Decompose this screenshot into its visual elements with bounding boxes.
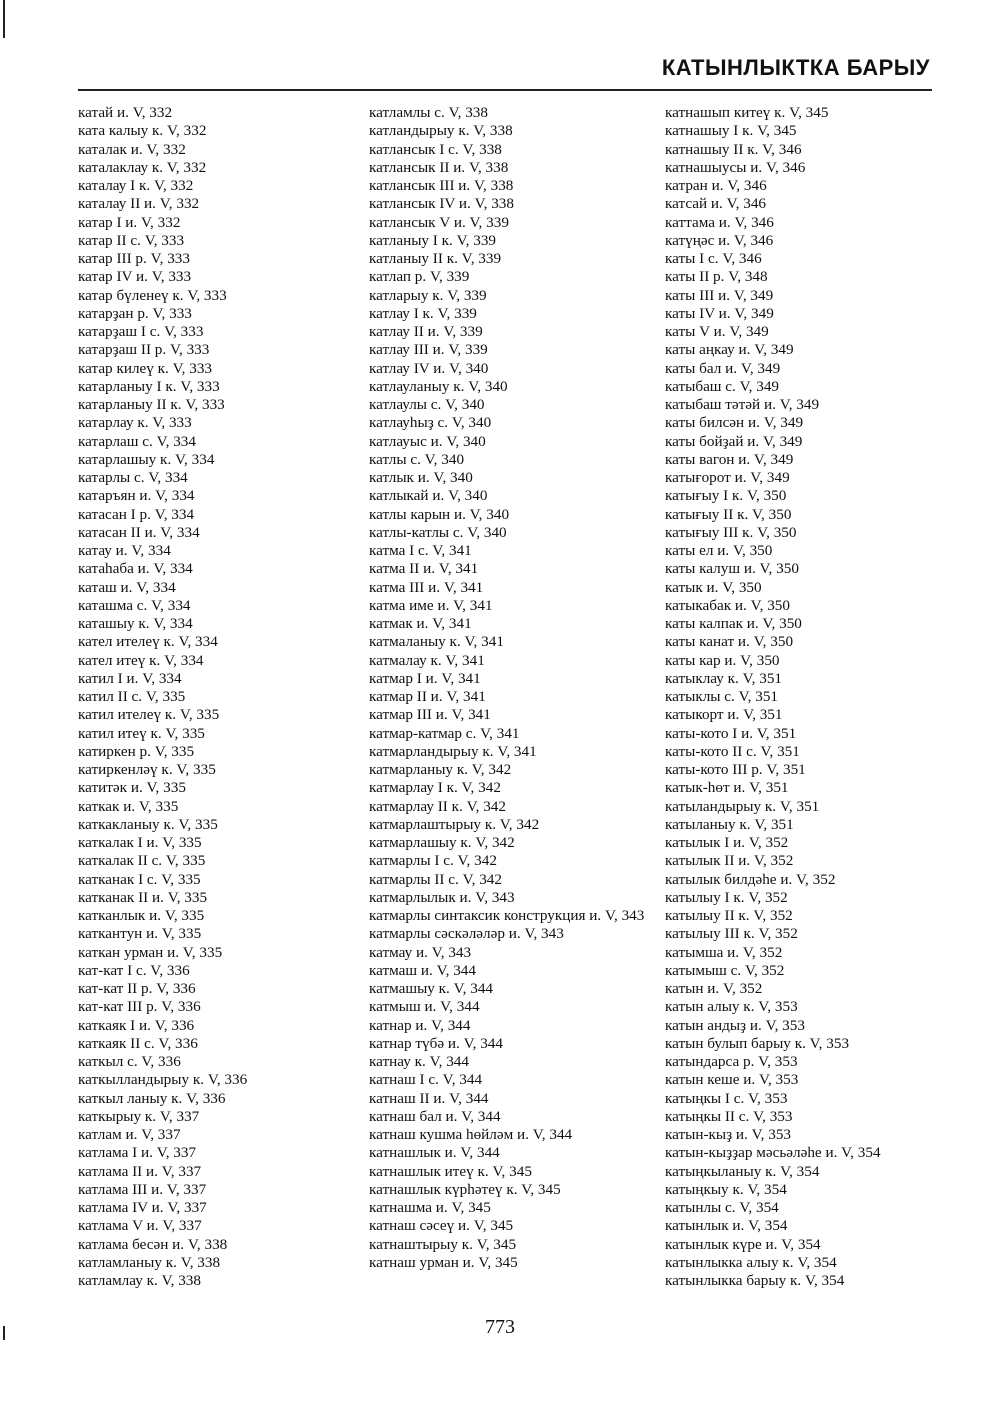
index-entry: катнау к. V, 344 (369, 1053, 469, 1070)
index-entry: катландырыу к. V, 338 (369, 122, 513, 140)
index-entry: катмарлы синтаксик конструкция и. V, 343 (369, 907, 645, 924)
index-entry: катламлау к. V, 338 (78, 1272, 201, 1289)
index-entry: катарҙаш I с. V, 333 (78, 323, 204, 340)
index-entry: каты-кото II с. V, 351 (665, 742, 800, 760)
index-entry: катмарланыу к. V, 342 (369, 761, 512, 778)
index-entry: катынлы с. V, 354 (665, 1199, 779, 1216)
index-entry: катмарлау II к. V, 342 (369, 797, 506, 815)
index-entry: катнашыусы и. V, 346 (665, 158, 806, 176)
index-entry: катығыу II к. V, 350 (665, 505, 792, 523)
index-entry: каты аңкау и. V, 349 (665, 341, 794, 359)
index-entry: катыклау к. V, 351 (665, 669, 783, 687)
index-entry: катмар I и. V, 341 (369, 669, 481, 687)
index-entry: катлауыс и. V, 340 (369, 432, 486, 450)
index-entry: каташ и. V, 334 (78, 578, 176, 596)
index-entry: катнаш урман и. V, 345 (369, 1253, 518, 1271)
index-entry: катлаулы с. V, 340 (369, 396, 485, 413)
index-entry: катлау IV и. V, 340 (369, 359, 489, 377)
index-entry: катыкорт и. V, 351 (665, 706, 783, 724)
index-entry: катығыу I к. V, 350 (665, 487, 787, 505)
index-entry: катын-кыҙ и. V, 353 (665, 1126, 792, 1143)
index-entry: катлау I к. V, 339 (369, 304, 477, 322)
index-entry: каты-кото III р. V, 351 (665, 761, 806, 778)
index-entry: катымыш с. V, 352 (665, 961, 785, 979)
index-entry: катлама I и. V, 337 (78, 1144, 197, 1162)
index-entry: каты кар и. V, 350 (665, 651, 780, 669)
index-entry: катын булып барыу к. V, 353 (665, 1034, 850, 1052)
index-entry: каты билсән и. V, 349 (665, 414, 804, 432)
index-entry: катар IV и. V, 333 (78, 268, 192, 286)
index-entry: катар I и. V, 332 (78, 213, 181, 231)
index-entry: каты ел и. V, 350 (665, 542, 773, 559)
index-entry: катмаланыу к. V, 341 (369, 633, 504, 651)
index-entry: катыбаш с. V, 349 (665, 377, 780, 395)
index-entry: катылыу II к. V, 352 (665, 907, 793, 924)
index-entry: каткыл ланыу к. V, 336 (78, 1089, 226, 1107)
index-entry: катын кеше и. V, 353 (665, 1071, 799, 1089)
index-entry: катмар-катмар с. V, 341 (369, 724, 520, 742)
index-entry: каткалак II с. V, 335 (78, 852, 206, 870)
index-entry: катмарлашыу к. V, 342 (369, 834, 515, 851)
index-entry: каты калпак и. V, 350 (665, 615, 802, 632)
index-entry: катлыкай и. V, 340 (369, 487, 488, 505)
index-entry: катыландырыу к. V, 351 (665, 797, 820, 815)
index-entry: каткак и. V, 335 (78, 797, 179, 815)
index-entry: катланыу I к. V, 339 (369, 231, 497, 249)
index-entry: катмар II и. V, 341 (369, 688, 486, 705)
index-entry: каттама и. V, 346 (665, 213, 774, 231)
index-entry: катлама II и. V, 337 (78, 1162, 202, 1180)
index-entry: катлы карын и. V, 340 (369, 505, 510, 523)
index-entry: катнаштырыу к. V, 345 (369, 1235, 517, 1253)
index-entry: катнашлык итеү к. V, 345 (369, 1162, 532, 1180)
index-entry: катылык II и. V, 352 (665, 852, 794, 870)
index-entry: катлама III и. V, 337 (78, 1180, 207, 1198)
index-entry: катмаш и. V, 344 (369, 961, 476, 979)
index-entry: каталау II и. V, 332 (78, 195, 200, 213)
index-entry: катарлы с. V, 334 (78, 469, 188, 486)
index-entry: катнаш II и. V, 344 (369, 1089, 489, 1107)
index-column-1 (78, 104, 348, 1290)
page-number: 773 (485, 1316, 515, 1338)
index-entry: катарлашыу к. V, 334 (78, 450, 215, 468)
index-entry: катылык I и. V, 352 (665, 834, 789, 851)
index-entry: каты II р. V, 348 (665, 268, 768, 286)
index-entry: катау и. V, 334 (78, 542, 171, 559)
index-entry: катылыу I к. V, 352 (665, 888, 788, 906)
index-entry: каты калуш и. V, 350 (665, 560, 799, 578)
running-header: КАТЫНЛЫКТКА БАРЫУ (661, 55, 930, 80)
index-entry: катаръян и. V, 334 (78, 487, 195, 505)
index-entry: каты вагон и. V, 349 (665, 450, 794, 468)
index-entry: катмау и. V, 343 (369, 943, 472, 961)
index-entry: катиркенләү к. V, 335 (78, 761, 216, 778)
index-entry: катмашыу к. V, 344 (369, 980, 494, 997)
index-entry: катнаш I с. V, 344 (369, 1071, 483, 1089)
index-entry: катсай и. V, 346 (665, 195, 767, 213)
index-entry: катынлыкка алыу к. V, 354 (665, 1253, 837, 1271)
index-entry: катылыу III к. V, 352 (665, 925, 798, 943)
index-entry: катын и. V, 352 (665, 980, 763, 997)
index-entry: катларыу к. V, 339 (369, 286, 487, 304)
index-entry: катығыу III к. V, 350 (665, 523, 797, 541)
index-entry: катар бүленеү к. V, 333 (78, 286, 227, 304)
index-entry: катлама IV и. V, 337 (78, 1199, 207, 1216)
index-entry: катнашыу II к. V, 346 (665, 140, 802, 158)
index-entry: катмарлы I с. V, 342 (369, 852, 497, 870)
index-entry: катар III р. V, 333 (78, 250, 190, 267)
header-rule (78, 89, 932, 91)
index-entry: катыңкыланыу к. V, 354 (665, 1162, 820, 1180)
index-entry: катыклы с. V, 351 (665, 688, 779, 705)
index-entry: катнашып китеү к. V, 345 (665, 104, 829, 121)
index-entry: катнашлык күрһәтеү к. V, 345 (369, 1180, 561, 1198)
index-entry: катын алыу к. V, 353 (665, 998, 798, 1016)
index-entry: каты I с. V, 346 (665, 250, 762, 267)
index-entry: катмарлы сәскәләләр и. V, 343 (369, 925, 564, 943)
index-entry: катынлык күре и. V, 354 (665, 1235, 821, 1253)
index-entry: каташыу к. V, 334 (78, 615, 193, 632)
index-entry: катканлык и. V, 335 (78, 907, 205, 924)
index-entry: каткыл с. V, 336 (78, 1053, 181, 1070)
index-entry: катнаш сәсеү и. V, 345 (369, 1217, 514, 1235)
index-entry: катарҙаш II р. V, 333 (78, 341, 210, 359)
index-entry: катык и. V, 350 (665, 578, 762, 596)
index-entry: катыңкы II с. V, 353 (665, 1107, 793, 1125)
index-entry: катлауһыҙ с. V, 340 (369, 414, 492, 432)
index-entry: катмак и. V, 341 (369, 615, 472, 632)
index-entry: катлы с. V, 340 (369, 450, 465, 468)
index-entry: кател итеү к. V, 334 (78, 651, 204, 669)
index-entry: катарлау к. V, 333 (78, 414, 192, 432)
index-column-2 (369, 104, 644, 1272)
index-entry: катламланыу к. V, 338 (78, 1253, 221, 1271)
index-entry: катил I и. V, 334 (78, 669, 182, 687)
index-entry: катма II и. V, 341 (369, 560, 479, 578)
index-entry: каталау I к. V, 332 (78, 177, 194, 194)
index-entry: катмарландырыу к. V, 341 (369, 742, 537, 760)
index-entry: катыланыу к. V, 351 (665, 815, 794, 833)
index-entry: катлансык V и. V, 339 (369, 213, 509, 231)
index-entry: катитәк и. V, 335 (78, 779, 186, 797)
index-entry: катар II с. V, 333 (78, 231, 185, 249)
index-entry: катыкабак и. V, 350 (665, 596, 790, 614)
index-entry: катлауланыу к. V, 340 (369, 377, 508, 395)
index-entry: катламлы с. V, 338 (369, 104, 488, 121)
index-entry: каташма с. V, 334 (78, 596, 191, 614)
index-entry: катлау III и. V, 339 (369, 341, 488, 359)
index-entry: катлансык III и. V, 338 (369, 177, 514, 194)
index-entry: катығорот и. V, 349 (665, 469, 790, 486)
index-entry: кат-кат II р. V, 336 (78, 980, 196, 997)
index-entry: катыбаш тәтәй и. V, 349 (665, 396, 820, 413)
index-entry: каталак и. V, 332 (78, 140, 186, 158)
index-entry: катмар III и. V, 341 (369, 706, 491, 724)
index-entry: катынлыкка барыу к. V, 354 (665, 1272, 845, 1289)
index-entry: катмарлы II с. V, 342 (369, 870, 502, 888)
index-entry: каткакланыу к. V, 335 (78, 815, 218, 833)
index-entry: катлама V и. V, 337 (78, 1217, 202, 1235)
index-entry: катлама бесән и. V, 338 (78, 1235, 228, 1253)
index-entry: катлап р. V, 339 (369, 268, 470, 286)
index-entry: катма I с. V, 341 (369, 542, 472, 559)
index-entry: каткылландырыу к. V, 336 (78, 1071, 248, 1089)
page-edge-mark (3, 0, 5, 38)
index-entry: каты бал и. V, 349 (665, 359, 781, 377)
index-entry: катмыш и. V, 344 (369, 998, 480, 1016)
index-entry: катасан I р. V, 334 (78, 505, 195, 523)
index-entry: катланыу II к. V, 339 (369, 250, 502, 267)
index-entry: катар килеү к. V, 333 (78, 359, 213, 377)
index-column-3 (665, 104, 935, 1290)
index-entry: каткан урман и. V, 335 (78, 943, 223, 961)
index-entry: каты-кото I и. V, 351 (665, 724, 797, 742)
index-entry: катын андыҙ и. V, 353 (665, 1016, 805, 1034)
index-entry: катлау II и. V, 339 (369, 323, 483, 340)
index-entry: катмарлылык и. V, 343 (369, 888, 515, 906)
index-entry: катнар и. V, 344 (369, 1016, 471, 1034)
index-entry: катил ителеү к. V, 335 (78, 706, 220, 724)
index-entry: катма III и. V, 341 (369, 578, 484, 596)
index-entry: катлансык I с. V, 338 (369, 140, 502, 158)
index-entry: катнашыу I к. V, 345 (665, 122, 797, 140)
index-entry: катмалау к. V, 341 (369, 651, 485, 669)
index-entry: кат-кат III р. V, 336 (78, 998, 201, 1016)
index-entry: каталаклау к. V, 332 (78, 158, 207, 176)
index-entry: катнашлык и. V, 344 (369, 1144, 500, 1162)
index-entry: катасан II и. V, 334 (78, 523, 200, 541)
index-entry: катынлык и. V, 354 (665, 1217, 788, 1235)
index-entry: катай и. V, 332 (78, 104, 173, 121)
index-entry: катлам и. V, 337 (78, 1126, 181, 1143)
index-entry: кател ителеү к. V, 334 (78, 633, 218, 651)
index-entry: катүңәс и. V, 346 (665, 231, 774, 249)
index-entry: катиркен р. V, 335 (78, 742, 195, 760)
index-entry: катылык билдәһе и. V, 352 (665, 870, 836, 888)
index-entry: катнаш кушма һөйләм и. V, 344 (369, 1126, 573, 1143)
index-entry: катарҙан р. V, 333 (78, 304, 192, 322)
index-entry: каткырыу к. V, 337 (78, 1107, 200, 1125)
index-entry: катмарлау I к. V, 342 (369, 779, 501, 797)
index-entry: катыңкыу к. V, 354 (665, 1180, 787, 1198)
index-entry: катлансык IV и. V, 338 (369, 195, 514, 213)
index-entry: каткаяк II с. V, 336 (78, 1034, 198, 1052)
index-entry: каткаяк I и. V, 336 (78, 1016, 195, 1034)
index-entry: каткалак I и. V, 335 (78, 834, 202, 851)
index-entry: ката калыу к. V, 332 (78, 122, 207, 140)
index-entry: кат-кат I с. V, 336 (78, 961, 190, 979)
index-entry: катлансык II и. V, 338 (369, 158, 509, 176)
index-entry: катлык и. V, 340 (369, 469, 473, 486)
index-entry: катык-һөт и. V, 351 (665, 779, 789, 797)
index-entry: катарлаш с. V, 334 (78, 432, 196, 450)
index-entry: каты бойҙай и. V, 349 (665, 432, 803, 450)
index-entry: катма име и. V, 341 (369, 596, 493, 614)
index-entry: катындарса р. V, 353 (665, 1053, 798, 1070)
index-entry: катарланыу II к. V, 333 (78, 396, 225, 413)
index-entry: каты IV и. V, 349 (665, 304, 774, 322)
index-entry: катлы-катлы с. V, 340 (369, 523, 507, 541)
index-entry: катил итеү к. V, 335 (78, 724, 205, 742)
index-entry: катын-кыҙҙар мәсьәләһе и. V, 354 (665, 1144, 881, 1162)
index-entry: катканак II и. V, 335 (78, 888, 208, 906)
index-entry: каты V и. V, 349 (665, 323, 769, 340)
index-entry: каты III и. V, 349 (665, 286, 774, 304)
index-entry: катмарлаштырыу к. V, 342 (369, 815, 540, 833)
index-entry: катканак I с. V, 335 (78, 870, 201, 888)
index-entry: катыңкы I с. V, 353 (665, 1089, 788, 1107)
index-entry: катарланыу I к. V, 333 (78, 377, 220, 395)
index-entry: катран и. V, 346 (665, 177, 767, 194)
index-entry: катил II с. V, 335 (78, 688, 186, 705)
index-entry: катаһаба и. V, 334 (78, 560, 193, 578)
index-entry: катнар түбә и. V, 344 (369, 1034, 503, 1052)
index-entry: катнаш бал и. V, 344 (369, 1107, 501, 1125)
index-entry: катнашма и. V, 345 (369, 1199, 491, 1216)
index-entry: катымша и. V, 352 (665, 943, 783, 961)
index-entry: каты канат и. V, 350 (665, 633, 794, 651)
index-entry: каткантун и. V, 335 (78, 925, 202, 943)
